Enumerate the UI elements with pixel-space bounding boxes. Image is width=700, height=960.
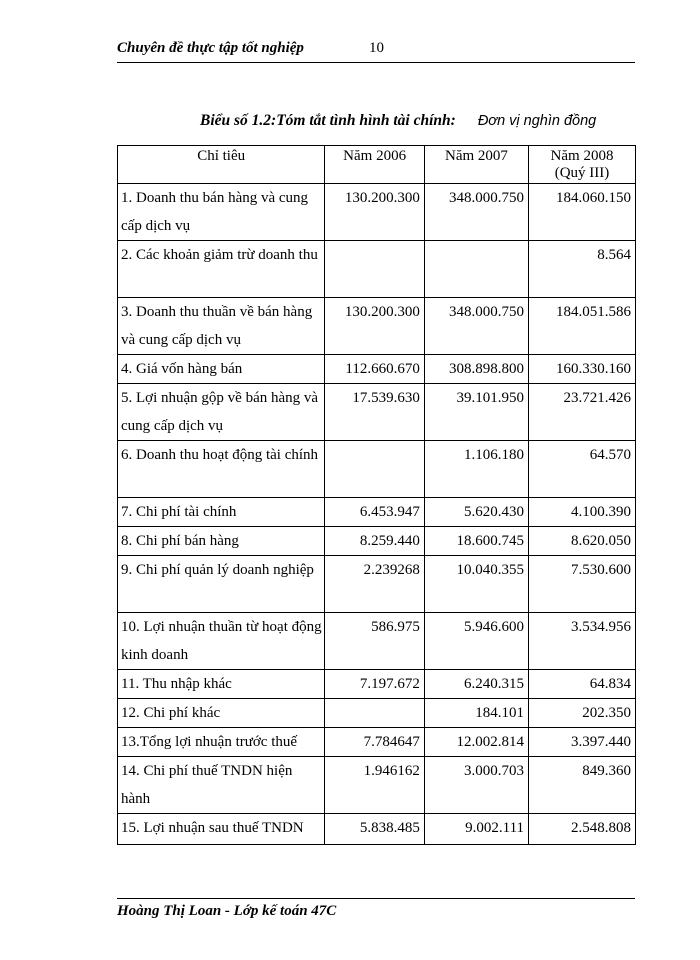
header-rule — [117, 62, 635, 63]
caption-unit: Đơn vị nghìn đồng — [477, 113, 597, 129]
value-cell: 586.975 — [325, 613, 425, 670]
row-label-cell: 7. Chi phí tài chính — [118, 498, 325, 527]
value-cell: 130.200.300 — [325, 298, 425, 355]
value-cell — [325, 699, 425, 728]
table-row — [118, 184, 636, 241]
value-cell: 3.000.703 — [424, 757, 528, 814]
table-row — [118, 728, 636, 757]
value-cell: 4.100.390 — [529, 498, 636, 527]
value-cell: 39.101.950 — [424, 384, 528, 441]
value-cell: 1.946162 — [325, 757, 425, 814]
table-row — [118, 384, 636, 441]
value-cell: 184.060.150 — [529, 184, 636, 241]
table-row — [118, 498, 636, 527]
value-cell — [325, 441, 425, 498]
value-cell: 5.838.485 — [325, 814, 425, 845]
table-header-row — [118, 146, 636, 184]
value-cell: 10.040.355 — [424, 556, 528, 613]
value-cell: 18.600.745 — [424, 527, 528, 556]
value-cell: 7.530.600 — [529, 556, 636, 613]
header-cell: Năm 2006 — [325, 146, 425, 184]
value-cell: 130.200.300 — [325, 184, 425, 241]
value-cell: 348.000.750 — [424, 184, 528, 241]
value-cell: 2.239268 — [325, 556, 425, 613]
footer-rule — [117, 898, 635, 899]
row-label-cell: 9. Chi phí quản lý doanh nghiệp — [118, 556, 325, 613]
table-row — [118, 757, 636, 814]
value-cell: 64.834 — [529, 670, 636, 699]
value-cell — [424, 241, 528, 298]
value-cell: 2.548.808 — [529, 814, 636, 845]
value-cell: 3.534.956 — [529, 613, 636, 670]
table-row — [118, 613, 636, 670]
value-cell: 64.570 — [529, 441, 636, 498]
table-row — [118, 241, 636, 298]
caption-title: Biểu số 1.2:Tóm tắt tình hình tài chính: — [200, 112, 456, 129]
table-row — [118, 699, 636, 728]
value-cell: 849.360 — [529, 757, 636, 814]
row-label-cell: 14. Chi phí thuế TNDN hiện hành — [118, 757, 325, 814]
value-cell: 8.564 — [529, 241, 636, 298]
table-row — [118, 814, 636, 845]
table-row — [118, 556, 636, 613]
row-label-cell: 10. Lợi nhuận thuần từ hoạt động kinh doanh — [118, 613, 325, 670]
value-cell — [325, 241, 425, 298]
header-cell — [529, 146, 636, 184]
value-cell: 160.330.160 — [529, 355, 636, 384]
value-cell: 9.002.111 — [424, 814, 528, 845]
value-cell: 23.721.426 — [529, 384, 636, 441]
table-caption — [200, 112, 640, 136]
value-cell: 184.051.586 — [529, 298, 636, 355]
value-cell: 7.784647 — [325, 728, 425, 757]
value-cell: 184.101 — [424, 699, 528, 728]
value-cell: 202.350 — [529, 699, 636, 728]
row-label-cell: 15. Lợi nhuận sau thuế TNDN — [118, 814, 325, 845]
value-cell: 7.197.672 — [325, 670, 425, 699]
value-cell: 8.620.050 — [529, 527, 636, 556]
table-row — [118, 527, 636, 556]
table-row — [118, 441, 636, 498]
value-cell: 112.660.670 — [325, 355, 425, 384]
page-number: 10 — [369, 40, 384, 56]
header-cell: Năm 2007 — [424, 146, 528, 184]
header-title: Chuyên đề thực tập tốt nghiệp — [117, 40, 304, 56]
table-row — [118, 355, 636, 384]
table-row — [118, 298, 636, 355]
value-cell: 6.453.947 — [325, 498, 425, 527]
value-cell: 17.539.630 — [325, 384, 425, 441]
value-cell: 12.002.814 — [424, 728, 528, 757]
value-cell: 308.898.800 — [424, 355, 528, 384]
row-label-cell: 6. Doanh thu hoạt động tài chính — [118, 441, 325, 498]
header-year-2008: Năm 2008 — [550, 148, 614, 164]
financial-summary-table — [117, 145, 636, 845]
row-label-cell: 8. Chi phí bán hàng — [118, 527, 325, 556]
table-row — [118, 670, 636, 699]
row-label-cell: 2. Các khoản giảm trừ doanh thu — [118, 241, 325, 298]
value-cell: 8.259.440 — [325, 527, 425, 556]
page-footer: Hoàng Thị Loan - Lớp kế toán 47C — [117, 903, 337, 919]
row-label-cell: 3. Doanh thu thuần về bán hàng và cung cấp dịch vụ — [118, 298, 325, 355]
value-cell: 5.946.600 — [424, 613, 528, 670]
header-cell: Chỉ tiêu — [118, 146, 325, 184]
value-cell: 5.620.430 — [424, 498, 528, 527]
row-label-cell: 5. Lợi nhuận gộp về bán hàng và cung cấp dịch vụ — [118, 384, 325, 441]
row-label-cell: 12. Chi phí khác — [118, 699, 325, 728]
value-cell: 1.106.180 — [424, 441, 528, 498]
page-header — [117, 40, 635, 60]
value-cell: 348.000.750 — [424, 298, 528, 355]
header-quarter: (Quý III) — [554, 165, 610, 181]
value-cell: 6.240.315 — [424, 670, 528, 699]
row-label-cell: 4. Giá vốn hàng bán — [118, 355, 325, 384]
row-label-cell: 13.Tổng lợi nhuận trước thuế — [118, 728, 325, 757]
row-label-cell: 1. Doanh thu bán hàng và cung cấp dịch vụ — [118, 184, 325, 241]
value-cell: 3.397.440 — [529, 728, 636, 757]
row-label-cell: 11. Thu nhập khác — [118, 670, 325, 699]
